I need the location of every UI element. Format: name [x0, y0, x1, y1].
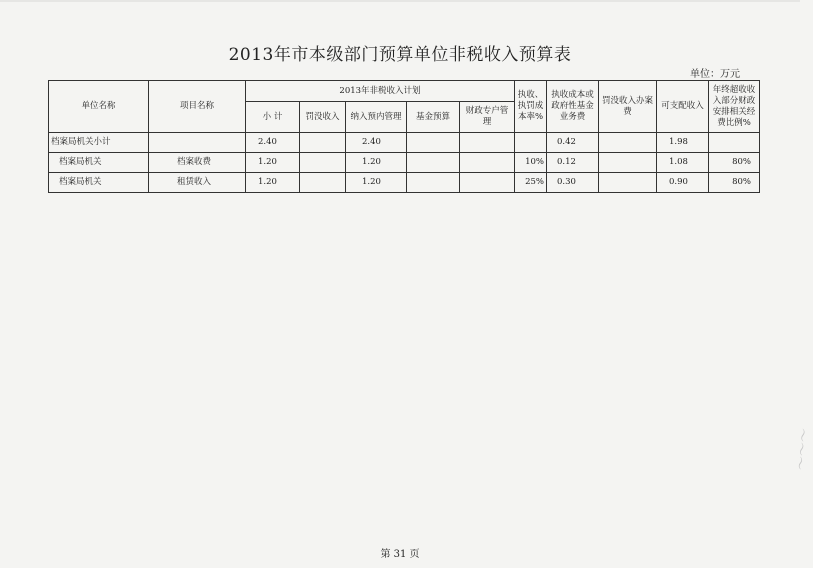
header-plan-group: 2013年非税收入计划 [246, 81, 515, 102]
header-budget-mgmt: 纳入预内管理 [346, 102, 407, 133]
header-fine-case-cost: 罚没收入办案费 [599, 81, 657, 133]
handwritten-note: 〜〜〜 [790, 427, 811, 471]
cell-disposable: 1.08 [657, 153, 709, 173]
cell-collection-cost: 0.30 [547, 173, 599, 193]
cell-project-name [149, 133, 246, 153]
cell-fine-case-cost [599, 153, 657, 173]
cell-budget-mgmt: 1.20 [346, 153, 407, 173]
cell-excess-ratio [709, 133, 760, 153]
cell-excess-ratio: 80% [709, 173, 760, 193]
cell-budget-mgmt: 1.20 [346, 173, 407, 193]
header-fines: 罚没收入 [300, 102, 346, 133]
cell-subtotal: 1.20 [246, 153, 300, 173]
table-row [49, 173, 760, 193]
header-unit-name: 单位名称 [49, 81, 149, 133]
cell-project-name: 租赁收入 [149, 173, 246, 193]
header-collection-cost: 执收成本或政府性基金业务费 [547, 81, 599, 133]
cell-fund-budget [407, 153, 460, 173]
cell-project-name: 档案收费 [149, 153, 246, 173]
cell-special-account [460, 173, 515, 193]
cell-collection-cost: 0.42 [547, 133, 599, 153]
cell-fund-budget [407, 133, 460, 153]
cell-fines [300, 133, 346, 153]
cell-subtotal: 1.20 [246, 173, 300, 193]
cell-collection-rate: 10% [515, 153, 547, 173]
cell-collection-rate [515, 133, 547, 153]
cell-unit-name: 档案局机关小计 [49, 133, 149, 153]
cell-disposable: 0.90 [657, 173, 709, 193]
header-special-account: 财政专户管理 [460, 102, 515, 133]
page-edge [0, 0, 800, 2]
cell-collection-cost: 0.12 [547, 153, 599, 173]
header-collection-rate: 执收、执罚成本率% [515, 81, 547, 133]
table-row [49, 153, 760, 173]
cell-collection-rate: 25% [515, 173, 547, 193]
page-title: 2013年市本级部门预算单位非税收入预算表 [228, 45, 572, 65]
cell-special-account [460, 153, 515, 173]
header-subtotal: 小 计 [246, 102, 300, 133]
cell-unit-name: 档案局机关 [49, 153, 149, 173]
budget-table [48, 80, 760, 193]
header-row-1 [49, 81, 760, 102]
cell-fine-case-cost [599, 173, 657, 193]
cell-fine-case-cost [599, 133, 657, 153]
cell-fines [300, 173, 346, 193]
header-excess-ratio: 年终超收收入部分财政安排相关经费比例% [709, 81, 760, 133]
cell-unit-name: 档案局机关 [49, 173, 149, 193]
table-row [49, 133, 760, 153]
cell-excess-ratio: 80% [709, 153, 760, 173]
unit-label: 单位：万元 [690, 69, 740, 80]
cell-disposable: 1.98 [657, 133, 709, 153]
cell-fund-budget [407, 173, 460, 193]
page-number: 第 31 页 [380, 549, 420, 560]
cell-budget-mgmt: 2.40 [346, 133, 407, 153]
header-project-name: 项目名称 [149, 81, 246, 133]
cell-fines [300, 153, 346, 173]
cell-subtotal: 2.40 [246, 133, 300, 153]
cell-special-account [460, 133, 515, 153]
header-fund-budget: 基金预算 [407, 102, 460, 133]
header-disposable: 可支配收入 [657, 81, 709, 133]
